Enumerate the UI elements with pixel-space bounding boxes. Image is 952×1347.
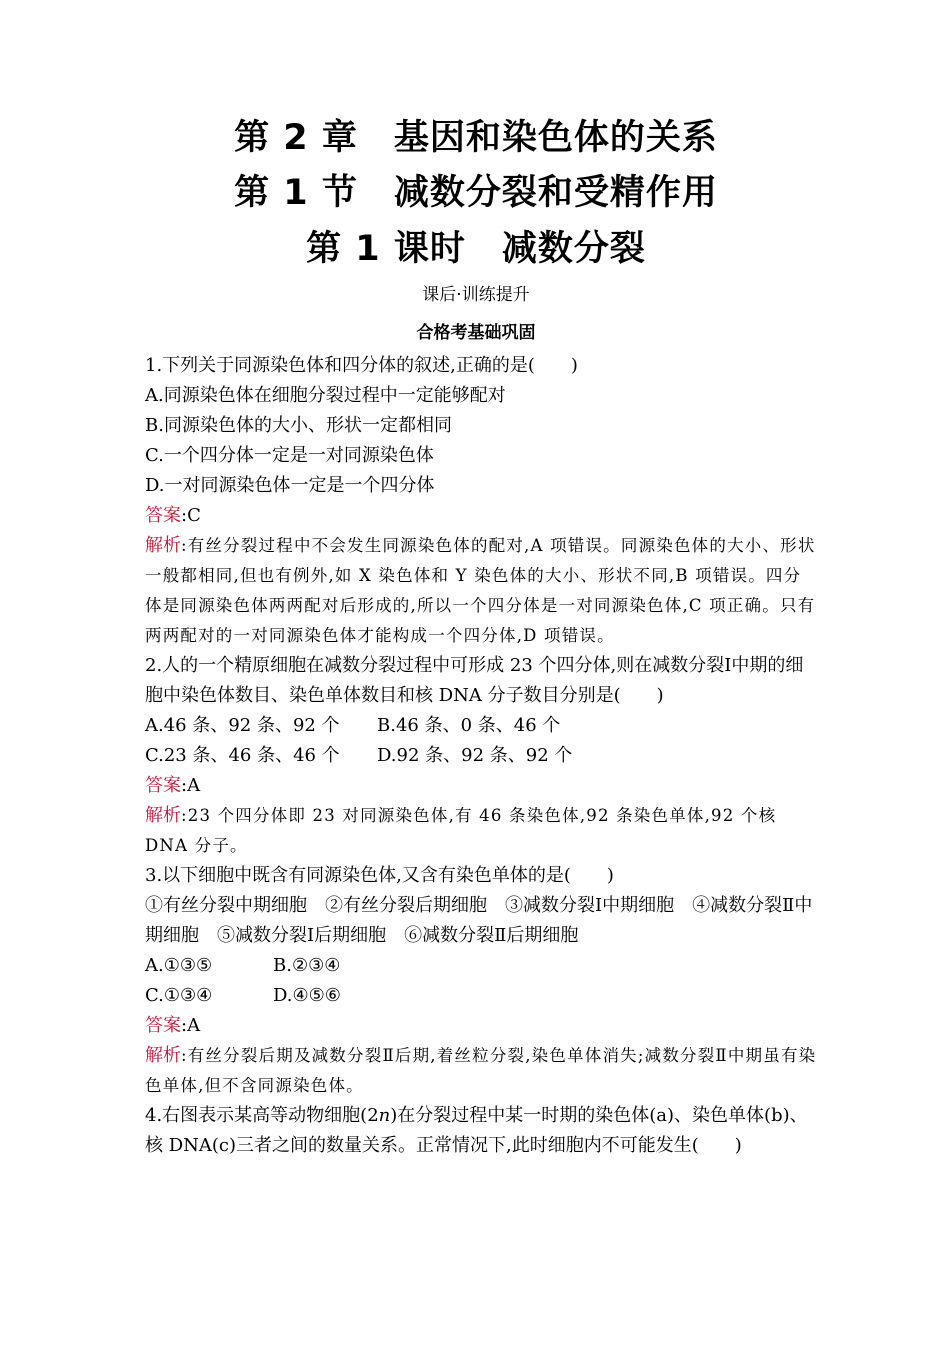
answer-label: 答案 [145,505,181,526]
question-2-option-a: A.46 条、92 条、92 个 [145,715,340,736]
chapter-title: 第 2 章 基因和染色体的关系 [234,118,718,158]
explanation-text: :23 个四分体即 23 对同源染色体,有 46 条染色体,92 条染色单体,92 个核 DNA 分子。 [145,806,777,855]
question-3-option-d: D.④⑤⑥ [273,985,341,1006]
question-1-answer [145,501,817,531]
question-2-options-row-2 [145,741,817,771]
question-2-option-c: C.23 条、46 条、46 个 [145,745,340,766]
question-1-stem: 1.下列关于同源染色体和四分体的叙述,正确的是( ) [145,355,578,376]
question-4-stem-part-1: 4.右图表示某高等动物细胞(2 [145,1105,379,1126]
part-heading: 合格考基础巩固 [416,323,536,343]
lesson-title: 第 1 课时 减数分裂 [306,229,646,269]
question-1-option-b: B.同源染色体的大小、形状一定都相同 [145,415,452,436]
question-2-explanation [145,801,817,861]
answer-value: :C [181,505,201,526]
explain-label: 解析 [145,805,181,826]
answer-value: :A [181,775,201,796]
question-2-option-d: D.92 条、92 条、92 个 [377,745,573,766]
answer-value: :A [181,1015,201,1036]
question-4-stem-part-2: )在分裂过程中某一时期的染色体(a)、染色单体(b)、核 DNA(c)三者之间的数量关系。正常情况下,此时细胞内不可能发生( ) [145,1105,808,1156]
question-4-stem [145,1101,817,1161]
question-3-option-a: A.①③⑤ [145,955,213,976]
question-3-items: ①有丝分裂中期细胞 ②有丝分裂后期细胞 ③减数分裂Ⅰ中期细胞 ④减数分裂Ⅱ中期细胞 ⑤减数分裂Ⅰ后期细胞 ⑥减数分裂Ⅱ后期细胞 [145,895,813,946]
question-2-options-row-1 [145,711,817,741]
explanation-text: :有丝分裂过程中不会发生同源染色体的配对,A 项错误。同源染色体的大小、形状一般都相同,但也有例外,如 X 染色体和 Y 染色体的大小、形状不同,B 项错误。四分体是同源染色体两两配对后形成的,所以一个四分体是一对同源染色体,C 项正确。只有两两配对的一对同源染色体才能构成一个四分体,D 项错误。 [145,536,816,645]
question-2-option-b: B.46 条、0 条、46 个 [377,715,561,736]
question-3-options-row-1 [145,951,817,981]
answer-label: 答案 [145,775,181,796]
question-1-option-d: D.一对同源染色体一定是一个四分体 [145,475,435,496]
question-1-explanation [145,531,817,651]
question-3-option-b: B.②③④ [273,955,341,976]
question-2-stem: 2.人的一个精原细胞在减数分裂过程中可形成 23 个四分体,则在减数分裂Ⅰ中期的细胞中染色体数目、染色单体数目和核 DNA 分子数目分别是( ) [145,655,804,706]
explain-label: 解析 [145,1045,181,1066]
question-4-stem-variable: n [378,1105,391,1126]
question-3-options-row-2 [145,981,817,1011]
question-2-answer [145,771,817,801]
explanation-text: :有丝分裂后期及减数分裂Ⅱ后期,着丝粒分裂,染色单体消失;减数分裂Ⅱ中期虽有染色单体,但不含同源染色体。 [145,1046,817,1095]
question-1-option-a: A.同源染色体在细胞分裂过程中一定能够配对 [145,385,506,406]
explain-label: 解析 [145,535,181,556]
question-3-stem: 3.以下细胞中既含有同源染色体,又含有染色单体的是( ) [145,865,614,886]
section-title: 第 1 节 减数分裂和受精作用 [234,173,718,213]
question-3-explanation [145,1041,817,1101]
subtitle: 课后·训练提升 [422,285,530,305]
question-3-option-c: C.①③④ [145,985,213,1006]
question-list [145,351,817,1161]
question-1-option-c: C.一个四分体一定是一对同源染色体 [145,445,434,466]
answer-label: 答案 [145,1015,181,1036]
question-3-answer [145,1011,817,1041]
